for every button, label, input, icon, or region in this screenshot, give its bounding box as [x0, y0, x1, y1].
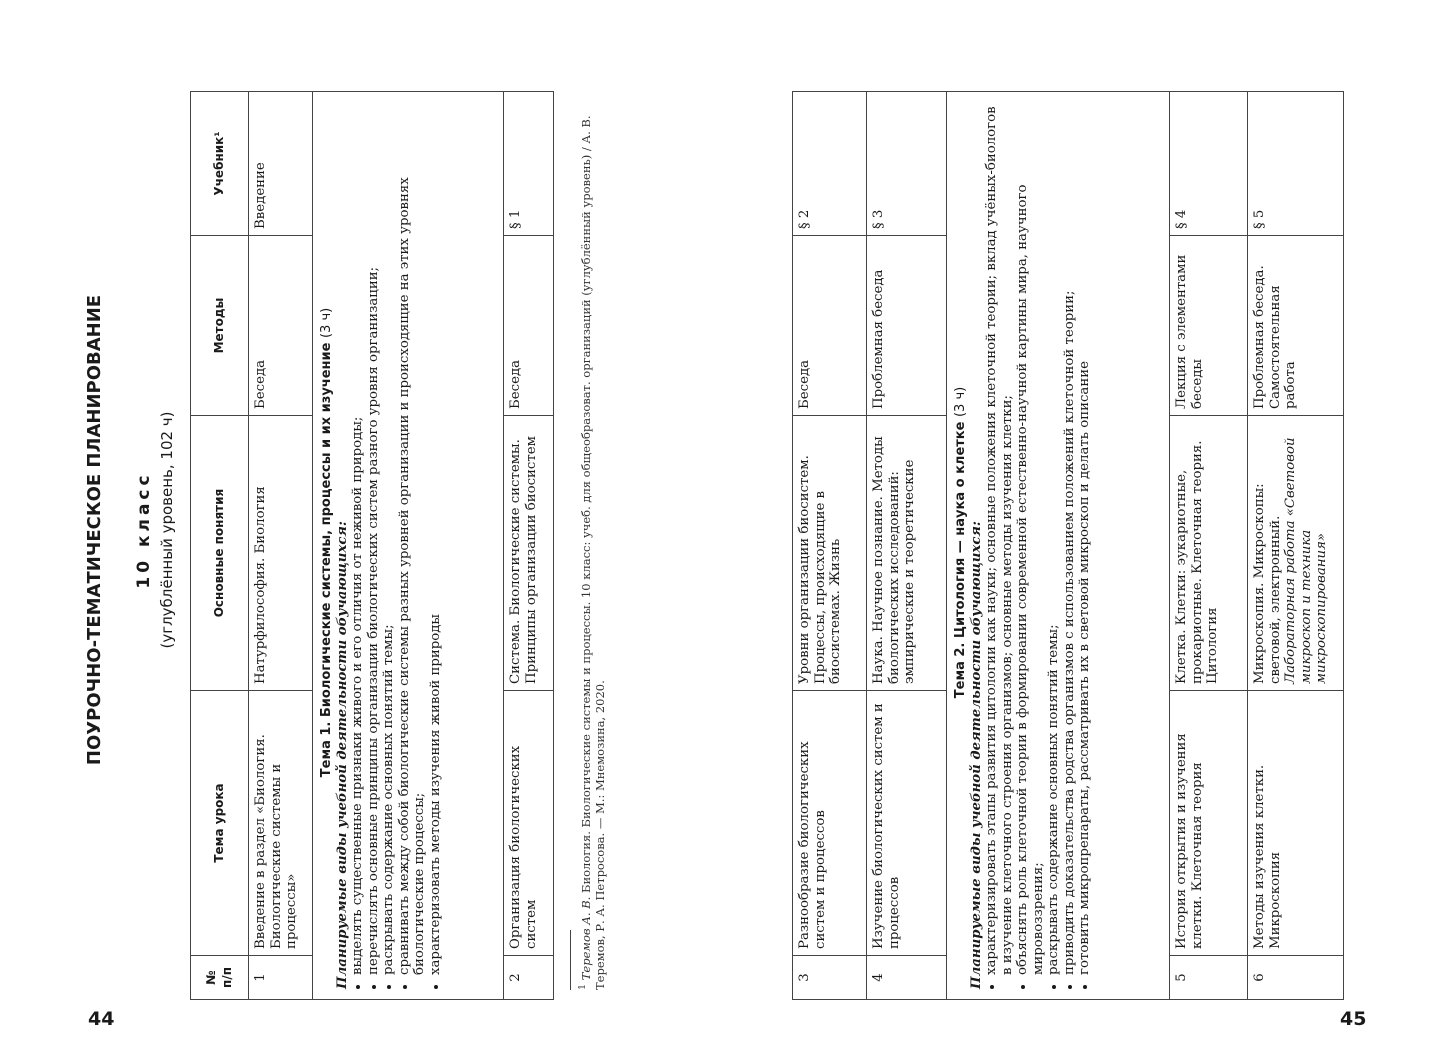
- row-topic: Методы изучения клетки. Микроскопия: [1248, 691, 1344, 956]
- row-methods: Проблемная беседа: [867, 236, 947, 416]
- list-item: • приводить доказательства родства организмов с использованием положений клеточной теории;: [1062, 96, 1078, 975]
- row-concepts: Уровни организации биосистем. Процессы, происходящие в биосистемах. Жизнь: [793, 416, 867, 691]
- row-textbook: Введение: [249, 92, 313, 236]
- row-textbook: § 4: [1170, 92, 1248, 236]
- list-item: • характеризировать этапы развития цитологии как науки; основные положения клеточной теории; вклад учёных-биологов в изучение клеточного строения организмов; основные методы изучения клетки;: [984, 96, 1015, 975]
- row-concepts: Наука. Научное познание. Методы биологических исследований: эмпирические и теоретические: [867, 416, 947, 691]
- topic-1-planned-label: Планируемые виды учебной деятельности обучающихся:: [334, 521, 350, 989]
- list-item: • перечислять основные принципы организации биологических систем разного уровня организации;: [366, 96, 382, 975]
- row-concepts: Натурфилософия. Биология: [249, 416, 313, 691]
- page-number-left: 44: [88, 1008, 115, 1030]
- table-row: [867, 92, 947, 1000]
- topic-2-planned-label: Планируемые виды учебной деятельности обучающихся:: [968, 521, 984, 989]
- row-num: 6: [1248, 956, 1344, 1000]
- col-header-methods: Методы: [191, 236, 249, 416]
- topic-2-block: [947, 92, 1169, 999]
- table-row: [1248, 92, 1344, 1000]
- row-textbook: § 1: [504, 92, 554, 236]
- row-concepts: Система. Биологические системы. Принципы организации биосистем: [504, 416, 554, 691]
- topic-2-title: Тема 2. Цитология — наука о клетке (3 ч): [953, 386, 968, 699]
- grade-heading: 10 класс: [134, 471, 154, 589]
- list-item: • объяснять роль клеточной теории в формировании современной естественно-научной картины мира, научного мировоззрения;: [1015, 96, 1046, 975]
- table-row: [249, 92, 313, 1000]
- table-row: [504, 92, 554, 1000]
- footnote: $^1$ Теремов А. В. Биология. Биологические системы и процессы. 10 класс: учеб. для общеобразоват. организаций (углублённый уровень) / А. В. Теремов, Р. А. Петросова. — М.: Мнемозина, 2020.: [577, 115, 607, 990]
- row-concepts: Клетка. Клетки: эукариотные, прокариотные. Клеточная теория. Цитология: [1170, 416, 1248, 691]
- row-textbook: § 5: [1248, 92, 1344, 236]
- col-header-textbook: Учебник¹: [191, 92, 249, 236]
- row-methods: Беседа: [249, 236, 313, 416]
- topic-1-title: Тема 1. Биологические системы, процессы и их изучение (3 ч): [319, 307, 334, 778]
- topic-2-list: [984, 96, 1093, 989]
- list-item: • сравнивать между собой биологические системы разных уровней организации и происходящие на этих уровнях биологические процессы;: [397, 96, 428, 975]
- lesson-table-right: [792, 92, 1344, 1000]
- topic-1-list: [350, 96, 443, 989]
- row-methods: Беседа: [504, 236, 554, 416]
- col-header-concepts: Основные понятия: [191, 416, 249, 691]
- row-topic: Организация биологических систем: [504, 691, 554, 956]
- col-header-num: № п/п: [191, 956, 249, 1000]
- list-item: • раскрывать содержание основных понятий темы;: [381, 96, 397, 975]
- left-page: [84, 60, 624, 1000]
- row-methods: Беседа: [793, 236, 867, 416]
- row-textbook: § 2: [793, 92, 867, 236]
- row-num: 5: [1170, 956, 1248, 1000]
- page-title: ПОУРОЧНО-ТЕМАТИЧЕСКОЕ ПЛАНИРОВАНИЕ: [84, 294, 105, 766]
- topic-1-block: [313, 92, 503, 999]
- list-item: • раскрывать содержание основных понятий темы;: [1046, 96, 1062, 975]
- col-header-topic: Тема урока: [191, 691, 249, 956]
- lab-work-note: Лабораторная работа «Световой микроскоп и техника микроскопирования»: [1283, 437, 1329, 684]
- row-num: 2: [504, 956, 554, 1000]
- row-num: 3: [793, 956, 867, 1000]
- right-page: [792, 90, 1329, 1000]
- level-subtitle: (углублённый уровень, 102 ч): [158, 411, 176, 649]
- row-methods: Лекция с элементами беседы: [1170, 236, 1248, 416]
- row-methods: Проблемная беседа. Самостоятельная работа: [1248, 236, 1344, 416]
- page-number-right: 45: [1340, 1008, 1367, 1030]
- row-topic: Изучение биологических систем и процессов: [867, 691, 947, 956]
- row-topic: История открытия и изучения клетки. Клеточная теория: [1170, 691, 1248, 956]
- row-num: 1: [249, 956, 313, 1000]
- row-concepts: Микроскопия. Микроскопы: световой, электронный. Лабораторная работа «Световой микроскоп и техника микроскопирования»: [1248, 416, 1344, 691]
- list-item: • готовить микропрепараты, рассматривать их в световой микроскоп и делать описание: [1077, 96, 1093, 975]
- lesson-table-left: [190, 92, 554, 1000]
- row-textbook: § 3: [867, 92, 947, 236]
- table-row: [1170, 92, 1248, 1000]
- row-topic: Введение в раздел «Биология. Биологические системы и процессы»: [249, 691, 313, 956]
- row-topic: Разнообразие биологических систем и процессов: [793, 691, 867, 956]
- list-item: • выделять существенные признаки живого и его отличия от неживой природы;: [350, 96, 366, 975]
- table-row: [793, 92, 867, 1000]
- row-num: 4: [867, 956, 947, 1000]
- list-item: • характеризовать методы изучения живой природы: [428, 96, 444, 975]
